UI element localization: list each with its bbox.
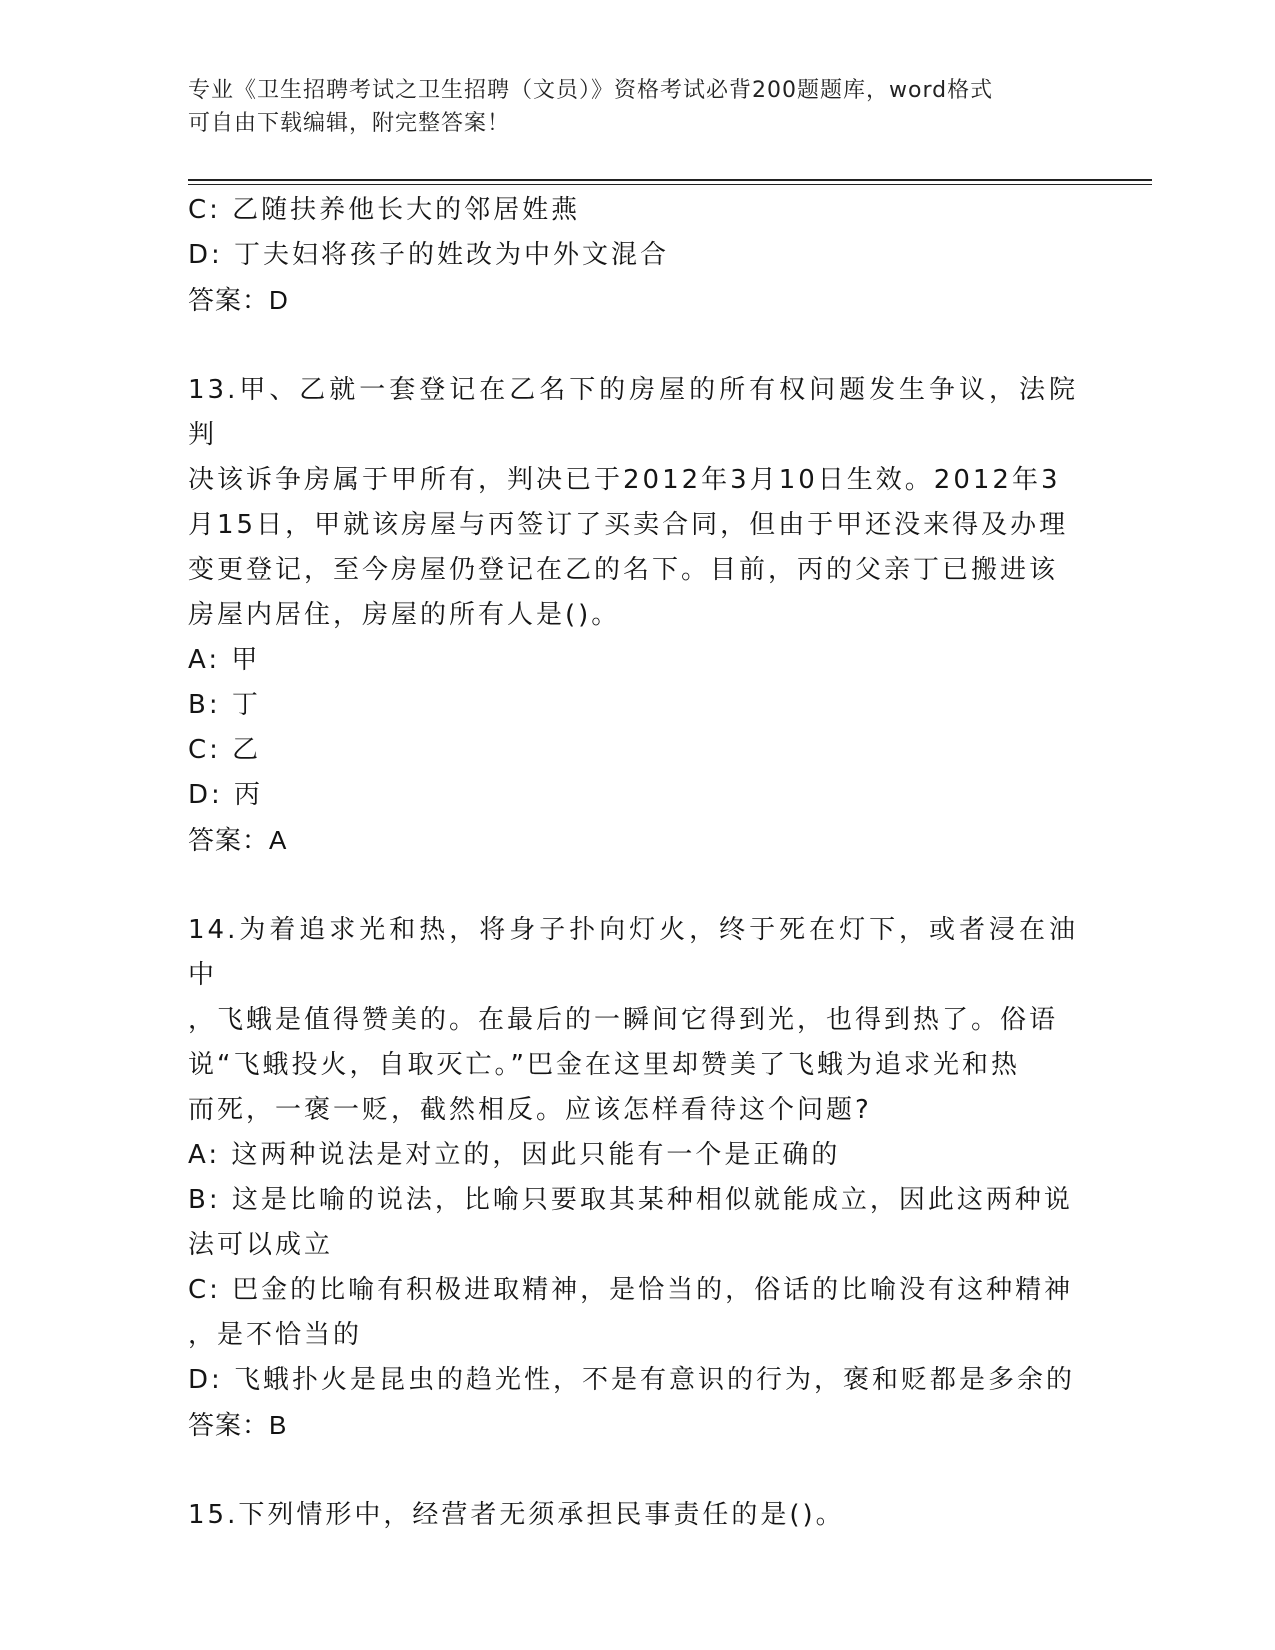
header-title-line-1: 专业《卫生招聘考试之卫生招聘（文员）》资格考试必背200题题库，word格式 xyxy=(188,78,994,103)
question-15 xyxy=(188,1493,1078,1538)
option-c-continued: ，是不恰当的 xyxy=(188,1320,363,1350)
option-d: D: 丙 xyxy=(188,780,264,810)
answer-line: 答案：B xyxy=(188,1410,288,1440)
answer-line: 答案：D xyxy=(188,285,289,315)
question-13 xyxy=(188,368,1078,863)
question-stem-line: 说“飞蛾投火，自取灭亡。”巴金在这里却赞美了飞蛾为追求光和热 xyxy=(188,1050,1020,1080)
option-a: A: 这两种说法是对立的，因此只能有一个是正确的 xyxy=(188,1140,841,1170)
option-b: B: 这是比喻的说法，比喻只要取其某种相似就能成立，因此这两种说 xyxy=(188,1185,1073,1215)
spacer xyxy=(188,323,1078,368)
question-12 xyxy=(188,188,1078,323)
question-stem-line: 决该诉争房属于甲所有，判决已于2012年3月10日生效。2012年3 xyxy=(188,465,1061,495)
header-title-line-2: 可自由下载编辑，附完整答案！ xyxy=(188,111,511,136)
header-divider-thick xyxy=(188,179,1152,181)
document-header xyxy=(188,74,1068,140)
option-c: C: 乙随扶养他长大的邻居姓燕 xyxy=(188,195,581,225)
option-c: C: 乙 xyxy=(188,735,262,765)
spacer xyxy=(188,1448,1078,1493)
option-a: A: 甲 xyxy=(188,645,261,675)
spacer xyxy=(188,863,1078,908)
question-stem-line: 而死，一褒一贬，截然相反。应该怎样看待这个问题? xyxy=(188,1095,872,1125)
question-14 xyxy=(188,908,1078,1448)
question-stem-line: 14.为着追求光和热，将身子扑向灯火，终于死在灯下，或者浸在油中 xyxy=(188,915,1078,990)
question-stem-line: 月15日，甲就该房屋与丙签订了买卖合同，但由于甲还没来得及办理 xyxy=(188,510,1069,540)
option-d: D: 丁夫妇将孩子的姓改为中外文混合 xyxy=(188,240,670,270)
question-stem-line: 变更登记，至今房屋仍登记在乙的名下。目前，丙的父亲丁已搬进该 xyxy=(188,555,1059,585)
header-divider-thin xyxy=(188,184,1152,185)
option-d: D: 飞蛾扑火是昆虫的趋光性，不是有意识的行为，褒和贬都是多余的 xyxy=(188,1365,1076,1395)
question-stem-line: 15.下列情形中，经营者无须承担民事责任的是()。 xyxy=(188,1500,845,1530)
question-stem-line: ，飞蛾是值得赞美的。在最后的一瞬间它得到光，也得到热了。俗语 xyxy=(188,1005,1059,1035)
option-c: C: 巴金的比喻有积极进取精神，是恰当的，俗话的比喻没有这种精神 xyxy=(188,1275,1074,1305)
answer-line: 答案：A xyxy=(188,825,288,855)
question-stem-line: 房屋内居住，房屋的所有人是()。 xyxy=(188,600,621,630)
option-b-continued: 法可以成立 xyxy=(188,1230,334,1260)
question-list xyxy=(188,188,1078,1538)
option-b: B: 丁 xyxy=(188,690,261,720)
question-stem-line: 13.甲、乙就一套登记在乙名下的房屋的所有权问题发生争议，法院判 xyxy=(188,375,1078,450)
